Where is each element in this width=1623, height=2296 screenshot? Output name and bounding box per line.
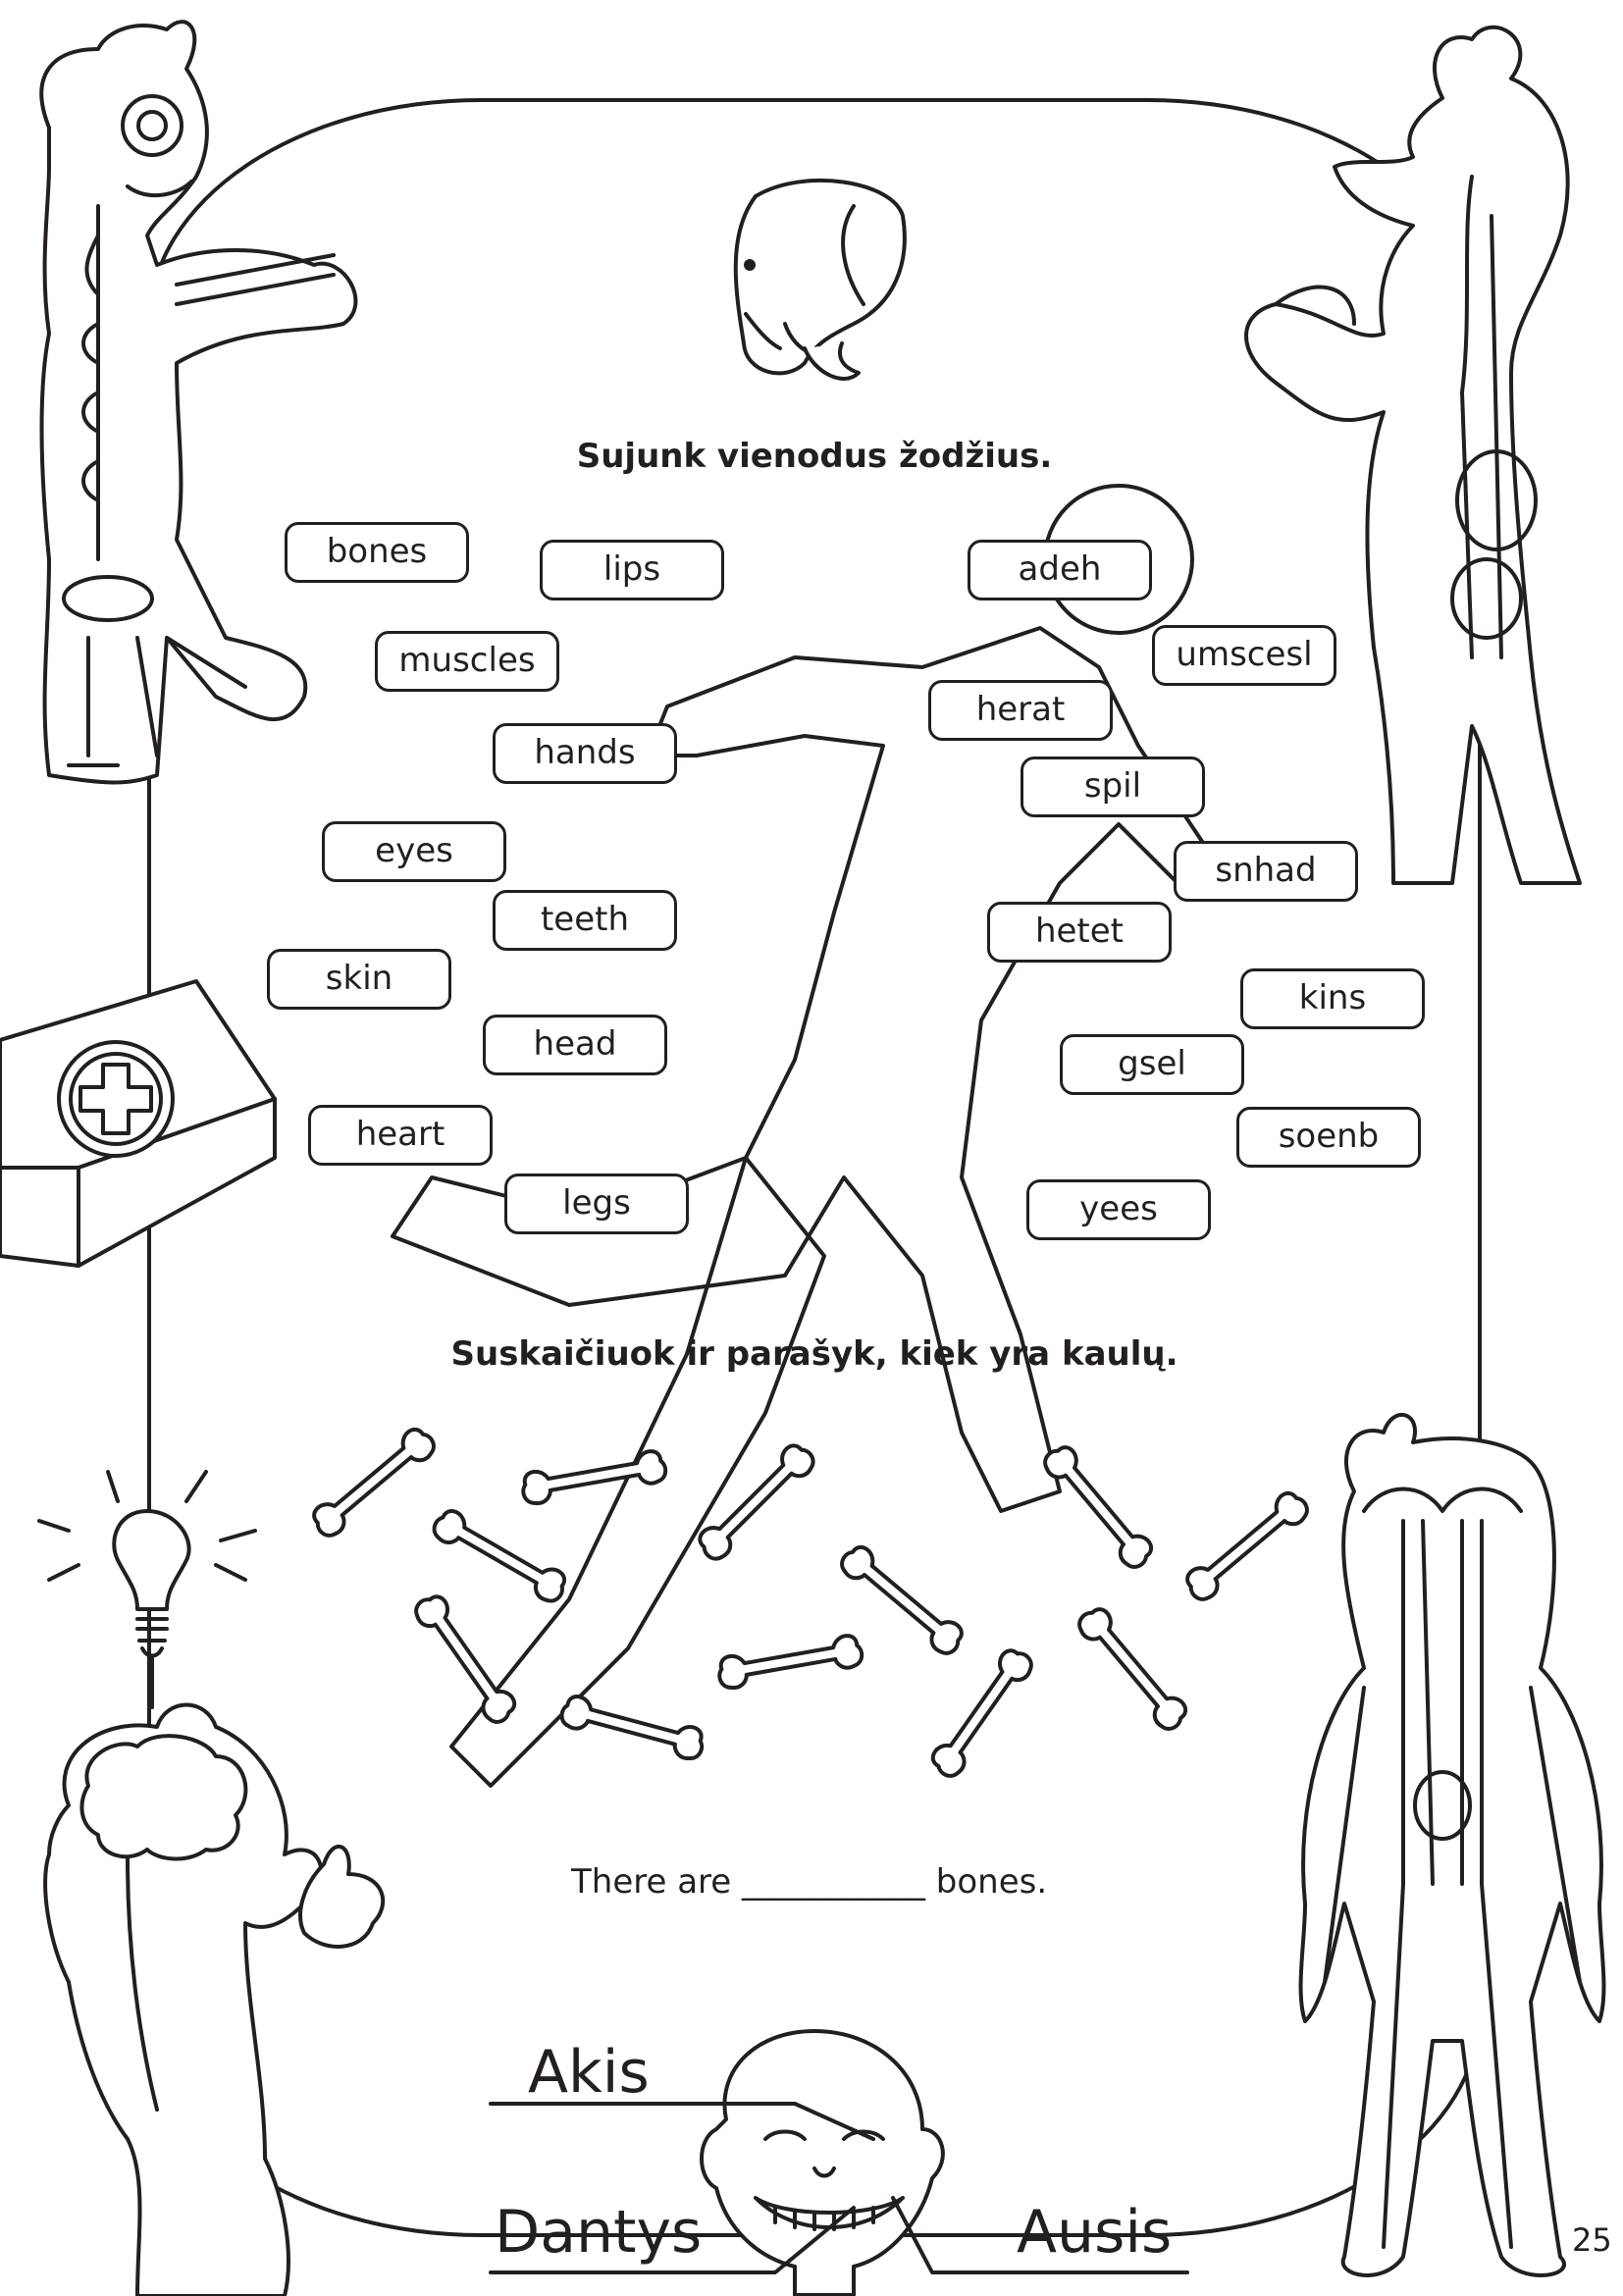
heading-count-bones: Suskaičiuok ir parašyk, kiek yra kaulų. <box>450 1334 1178 1374</box>
word-pill-right[interactable]: herat <box>928 680 1113 741</box>
skeleton-character <box>10 10 393 795</box>
word-pill-right[interactable]: kins <box>1240 968 1425 1029</box>
word-pill-left[interactable]: skin <box>267 949 451 1010</box>
word-pill-right[interactable]: soenb <box>1236 1107 1421 1168</box>
bone-icon <box>1040 1441 1157 1572</box>
word-pill-right[interactable]: spil <box>1021 757 1205 817</box>
bone-icon <box>716 1634 864 1690</box>
bone-icon <box>520 1449 667 1505</box>
label-akis: Akis <box>528 2038 650 2107</box>
word-pill-right[interactable]: adeh <box>968 540 1152 600</box>
word-pill-right[interactable]: umscesl <box>1152 625 1336 686</box>
word-pill-left[interactable]: lips <box>540 540 724 600</box>
bone-icon <box>559 1694 707 1761</box>
first-aid-kit-icon <box>0 981 285 1285</box>
bone-icon <box>411 1591 520 1727</box>
light-bulb-icon <box>39 1472 265 1707</box>
nervous-system-character <box>1285 1393 1619 2286</box>
anatomy-character <box>1217 20 1609 903</box>
word-pill-left[interactable]: muscles <box>375 631 559 692</box>
bone-icon <box>694 1439 818 1564</box>
word-pill-right[interactable]: gsel <box>1060 1034 1244 1095</box>
bone-icon <box>927 1644 1036 1781</box>
label-ausis: Ausis <box>1017 2198 1173 2267</box>
label-dantys: Dantys <box>495 2198 703 2267</box>
word-pill-right[interactable]: snhad <box>1174 841 1358 902</box>
word-pill-left[interactable]: head <box>483 1015 667 1075</box>
word-pill-left[interactable]: legs <box>504 1174 689 1234</box>
brain-character <box>10 1688 422 2296</box>
word-pill-left[interactable]: bones <box>285 522 469 583</box>
word-pill-left[interactable]: hands <box>493 723 677 784</box>
word-pill-right[interactable]: hetet <box>987 902 1172 963</box>
page-number: 25 <box>1572 2221 1612 2259</box>
bones-count-sentence: There are ___________ bones. <box>571 1862 1048 1902</box>
bone-icon <box>1074 1603 1191 1734</box>
word-pill-left[interactable]: teeth <box>493 890 677 951</box>
heading-match-words: Sujunk vienodus žodžius. <box>576 437 1053 476</box>
word-pill-left[interactable]: eyes <box>322 821 506 882</box>
bone-icon <box>308 1424 439 1540</box>
word-pill-right[interactable]: yees <box>1026 1179 1211 1240</box>
bone-icon <box>430 1506 570 1606</box>
word-pill-left[interactable]: heart <box>308 1105 493 1166</box>
